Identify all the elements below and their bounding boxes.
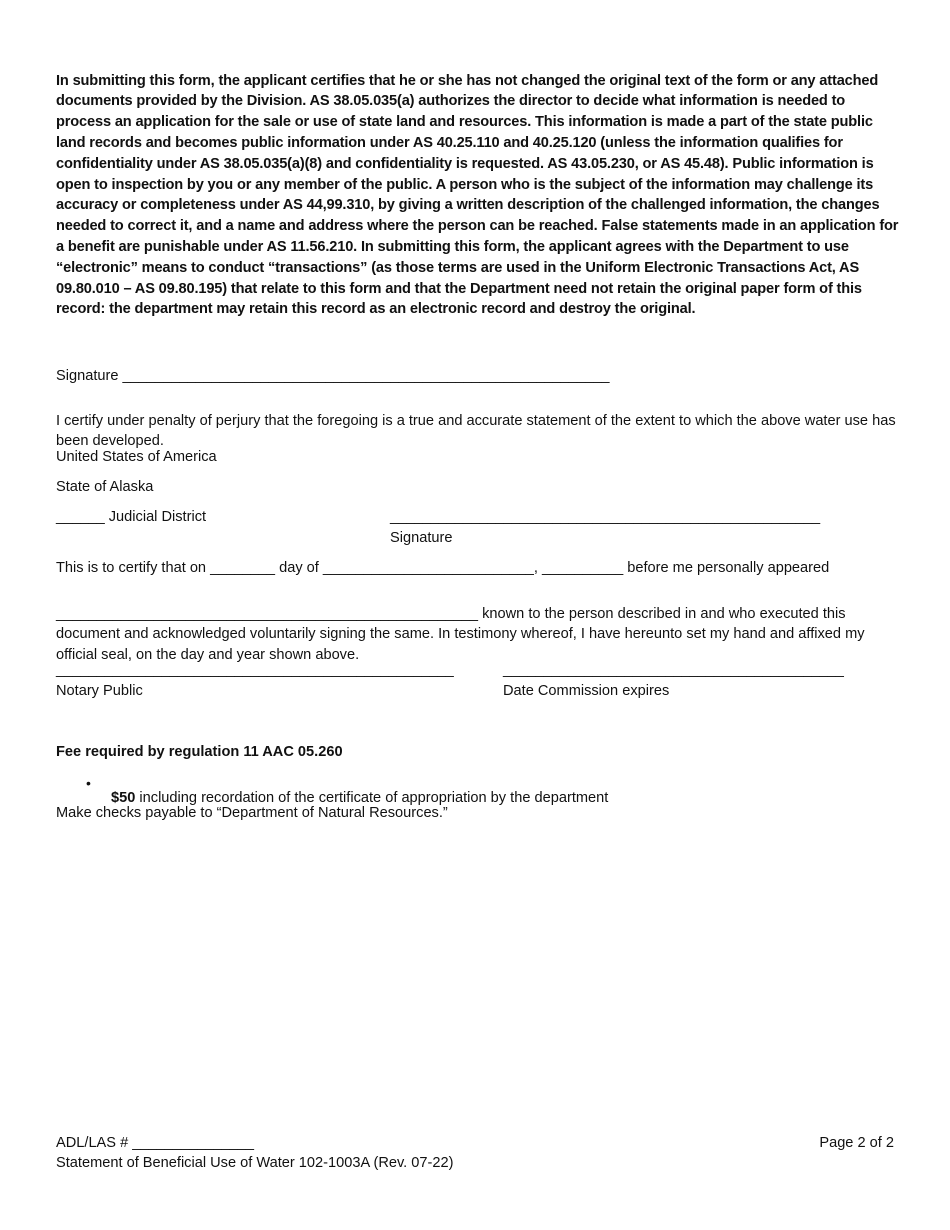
perjury-statement: I certify under penalty of perjury that the foregoing is a true and accurate statement of the extent to which the above water use has been developed. [56,412,896,450]
adl-las-number-field[interactable]: ADL/LAS # _______________ [56,1135,254,1151]
certification-paragraph: In submitting this form, the applicant certifies that he or she has not changed the original text of the form or any attached documents provided by the Division. AS 38.05.035(a) authorizes the director to decide what information is needed to process an application for the sale or use of state land and resources. This information is made a part of the state public land records and becomes public information under AS 40.25.110 and 40.25.120 (unless the information qualifies for confidentiality under AS 38.05.035(a)(8) and confidentiality is requested. AS 43.05.230, or AS 45.48). Public information is open to inspection by you or any member of the public. A person who is the subject of the information may challenge its accuracy or completeness under AS 44,99.310, by giving a written description of the challenged information, the changes needed to correct it, and a name and address where the person can be reached. False statements made in an application for a benefit are punishable under AS 11.56.210. In submitting this form, the applicant agrees with the Department to use “electronic” means to conduct “transactions” (as those terms are used in the Uniform Electronic Transactions Act, AS 09.80.010 – AS 09.80.195) that relate to this form and that the Department need not retain the original paper form of this record: the department may retain this record as an electronic record and destroy the original. [56,72,899,318]
commission-expires-label: Date Commission expires [503,683,670,699]
fee-heading: Fee required by regulation 11 AAC 05.260 [56,744,343,760]
commission-expires-line[interactable]: __________________________________________ [503,662,844,678]
fee-amount: $50 [111,789,136,806]
acknowledgment-paragraph[interactable]: ____________________________________________________ known to the person described in and who executed this document and acknowledged voluntarily signing the same. In testimony whereof, I have hereunto set my hand and affixed my official seal, on the day and year shown above. [56,605,865,664]
notary-signature-label: Signature [390,530,453,546]
judicial-district-field[interactable]: ______ Judicial District [56,509,207,525]
venue-country: United States of America [56,449,217,465]
venue-state: State of Alaska [56,479,154,495]
fee-description: including recordation of the certificate of appropriation by the department [135,789,609,806]
payable-note: Make checks payable to “Department of Natural Resources.” [56,805,448,821]
acknowledgment-line[interactable]: This is to certify that on ________ day of __________________________, __________ before me personally appeared [56,560,830,576]
form-title: Statement of Beneficial Use of Water 102-1003A (Rev. 07-22) [56,1155,454,1171]
bullet-icon: • [86,775,91,791]
notary-public-label: Notary Public [56,683,143,699]
page-number: Page 2 of 2 [819,1135,894,1151]
notary-public-line[interactable]: _________________________________________________ [56,662,454,678]
notary-signature-line[interactable]: _____________________________________________________ [390,509,821,525]
applicant-signature-line[interactable]: Signature ____________________________________________________________ [56,368,610,384]
